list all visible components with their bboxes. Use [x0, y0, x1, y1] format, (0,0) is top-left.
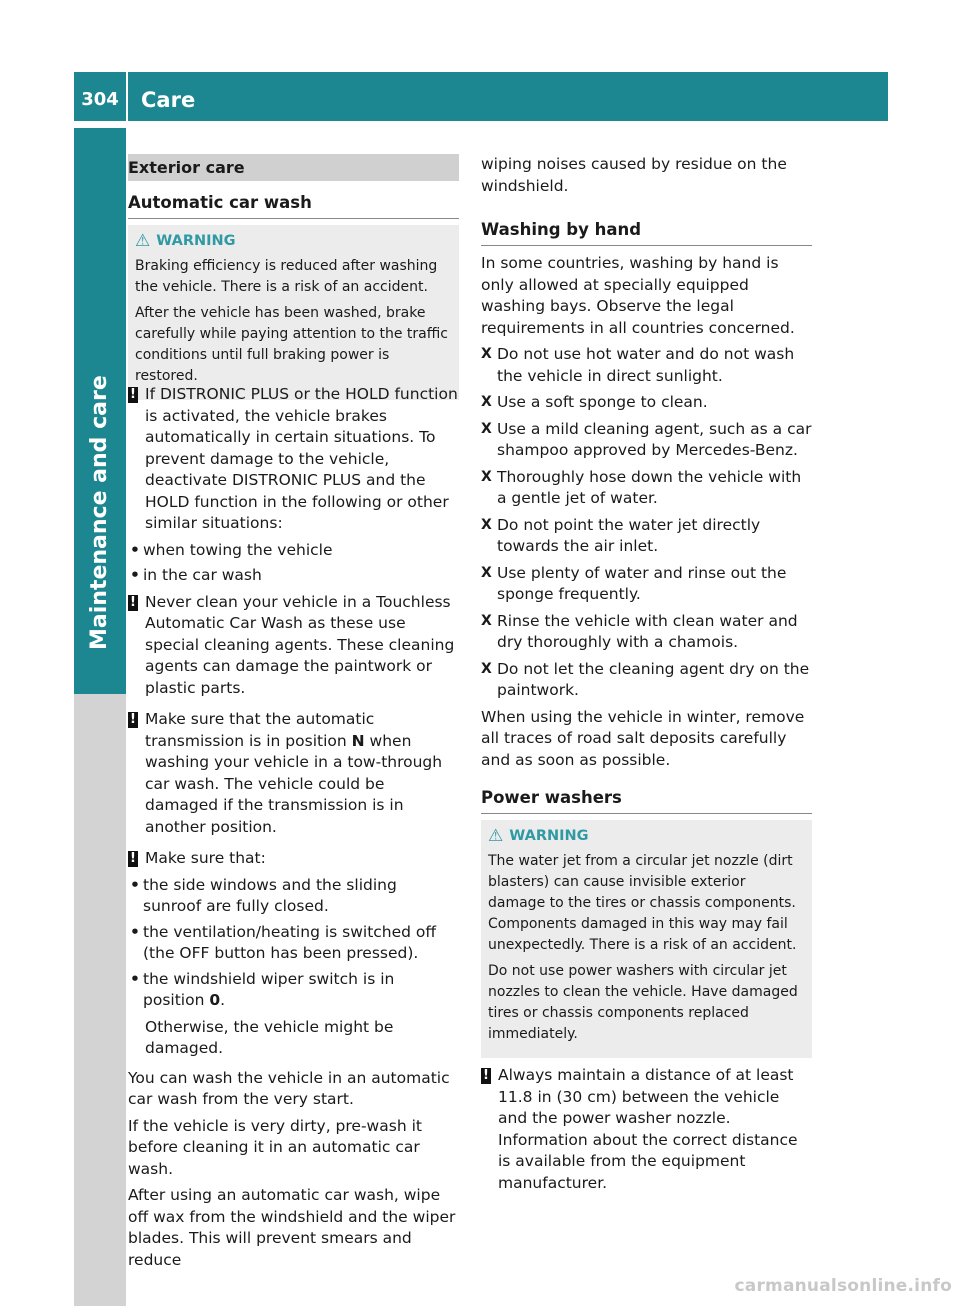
- step-item: X Do not use hot water and do not wash the vehicle in direct sunlight.: [481, 345, 795, 385]
- warning-box: [128, 225, 459, 400]
- watermark: carmanualsonline.info: [734, 1276, 952, 1296]
- position-0: 0: [209, 991, 221, 1009]
- header-bar: [74, 72, 888, 121]
- warning-text: Do not use power washers with circular jet nozzles to clean the vehicle. Have damaged tires or chassis components replaced immediately.: [488, 963, 798, 1042]
- sub-heading-automatic-car-wash: Automatic car wash: [128, 192, 459, 219]
- note: ! If DISTRONIC PLUS or the HOLD function is activated, the vehicle brakes automatically in certain situations. To prevent damage to the vehicle, deactivate DISTRONIC PLUS and the HOLD function in the following or other similar situations:: [128, 384, 459, 535]
- arrow-icon: X: [481, 346, 492, 362]
- note-followup: Otherwise, the vehicle might be damaged.: [145, 1017, 394, 1057]
- list-item: • when towing the vehicle: [128, 540, 459, 562]
- arrow-icon: X: [481, 612, 492, 629]
- warning-triangle-icon: ⚠: [488, 826, 504, 846]
- warning-text: Braking efficiency is reduced after washing the vehicle. There is a risk of an accident.: [135, 258, 438, 295]
- paragraph: After using an automatic car wash, wipe off wax from the windshield and the wiper blades. This will prevent smears and reduce: [128, 1186, 456, 1269]
- sub-heading-power-washers: Power washers: [481, 787, 812, 814]
- arrow-icon: X: [481, 468, 492, 485]
- sub-heading-washing-by-hand: Washing by hand: [481, 219, 812, 246]
- warning-box: [481, 820, 812, 1058]
- step-item: X Rinse the vehicle with clean water and dry thoroughly with a chamois.: [481, 611, 798, 651]
- page-title: Care: [141, 88, 196, 112]
- exclamation-icon: !: [128, 712, 138, 728]
- step-item: X Use plenty of water and rinse out the sponge frequently.: [481, 563, 787, 603]
- step-item: X Use a soft sponge to clean.: [481, 392, 812, 414]
- arrow-icon: X: [481, 660, 492, 677]
- warning-title: ⚠ WARNING: [488, 826, 589, 846]
- list-item: • in the car wash: [128, 565, 459, 587]
- arrow-icon: X: [481, 564, 492, 581]
- left-notes: [128, 384, 459, 1271]
- continued-text: [481, 154, 812, 197]
- power-washer-note: [481, 1065, 812, 1194]
- header-divider: [126, 72, 128, 121]
- warning-text: The water jet from a circular jet nozzle (dirt blasters) can cause invisible exterior damage to the tires or chassis components. Components damaged in this way may fail unexpectedly. There is a risk of an accident.: [488, 853, 797, 953]
- exclamation-icon: !: [481, 1068, 491, 1084]
- warning-text: After the vehicle has been washed, brake carefully while paying attention to the traffic conditions until full braking power is restored.: [135, 305, 448, 384]
- step-item: X Use a mild cleaning agent, such as a car shampoo approved by Mercedes-Benz.: [481, 419, 812, 459]
- warning-title: ⚠ WARNING: [135, 231, 236, 251]
- step-item: X Thoroughly hose down the vehicle with a gentle jet of water.: [481, 467, 802, 507]
- step-item: X Do not point the water jet directly towards the air inlet.: [481, 515, 761, 555]
- list-item: • the side windows and the sliding sunroof are fully closed.: [128, 875, 459, 918]
- note: ! Make sure that:: [128, 848, 459, 870]
- note: ! Always maintain a distance of at least 11.8 in (30 cm) between the vehicle and the power washer nozzle. Information about the correct distance is available from the equipment manufacturer.: [481, 1065, 812, 1194]
- section-header: Exterior care: [128, 154, 459, 181]
- list-item: • the windshield wiper switch is in position 0.: [128, 969, 459, 1012]
- exclamation-icon: !: [128, 595, 138, 611]
- step-item: X Do not let the cleaning agent dry on the paintwork.: [481, 659, 810, 699]
- list-item: • the ventilation/heating is switched off (the OFF button has been pressed).: [128, 922, 459, 965]
- arrow-icon: X: [481, 394, 492, 410]
- paragraph: When using the vehicle in winter, remove all traces of road salt deposits carefully and as soon as possible.: [481, 707, 805, 769]
- arrow-icon: X: [481, 420, 492, 437]
- position-n: N: [351, 731, 365, 750]
- warning-triangle-icon: ⚠: [135, 231, 151, 251]
- paragraph: If the vehicle is very dirty, pre-wash it before cleaning it in an automatic car wash.: [128, 1116, 422, 1178]
- hand-wash-section: [481, 253, 812, 771]
- arrow-icon: X: [481, 516, 492, 533]
- page-number: 304: [81, 89, 119, 110]
- note: ! Never clean your vehicle in a Touchless Automatic Car Wash as these use special cleaning agents. These cleaning agents can damage the paintwork or plastic parts.: [128, 592, 459, 700]
- note: ! Make sure that the automatic transmission is in position N when washing your vehicle in a tow-through car wash. The vehicle could be damaged if the transmission is in another position.: [128, 709, 459, 838]
- exclamation-icon: !: [128, 387, 138, 403]
- side-tab-gray: [74, 694, 126, 1306]
- exclamation-icon: !: [128, 851, 138, 867]
- paragraph: You can wash the vehicle in an automatic car wash from the very start.: [128, 1068, 450, 1108]
- side-tab-label: Maintenance and care: [87, 375, 112, 650]
- paragraph: In some countries, washing by hand is only allowed at specially equipped washing bays. Observe the legal requirements in all countries concerned.: [481, 254, 795, 337]
- paragraph: wiping noises caused by residue on the windshield.: [481, 155, 787, 195]
